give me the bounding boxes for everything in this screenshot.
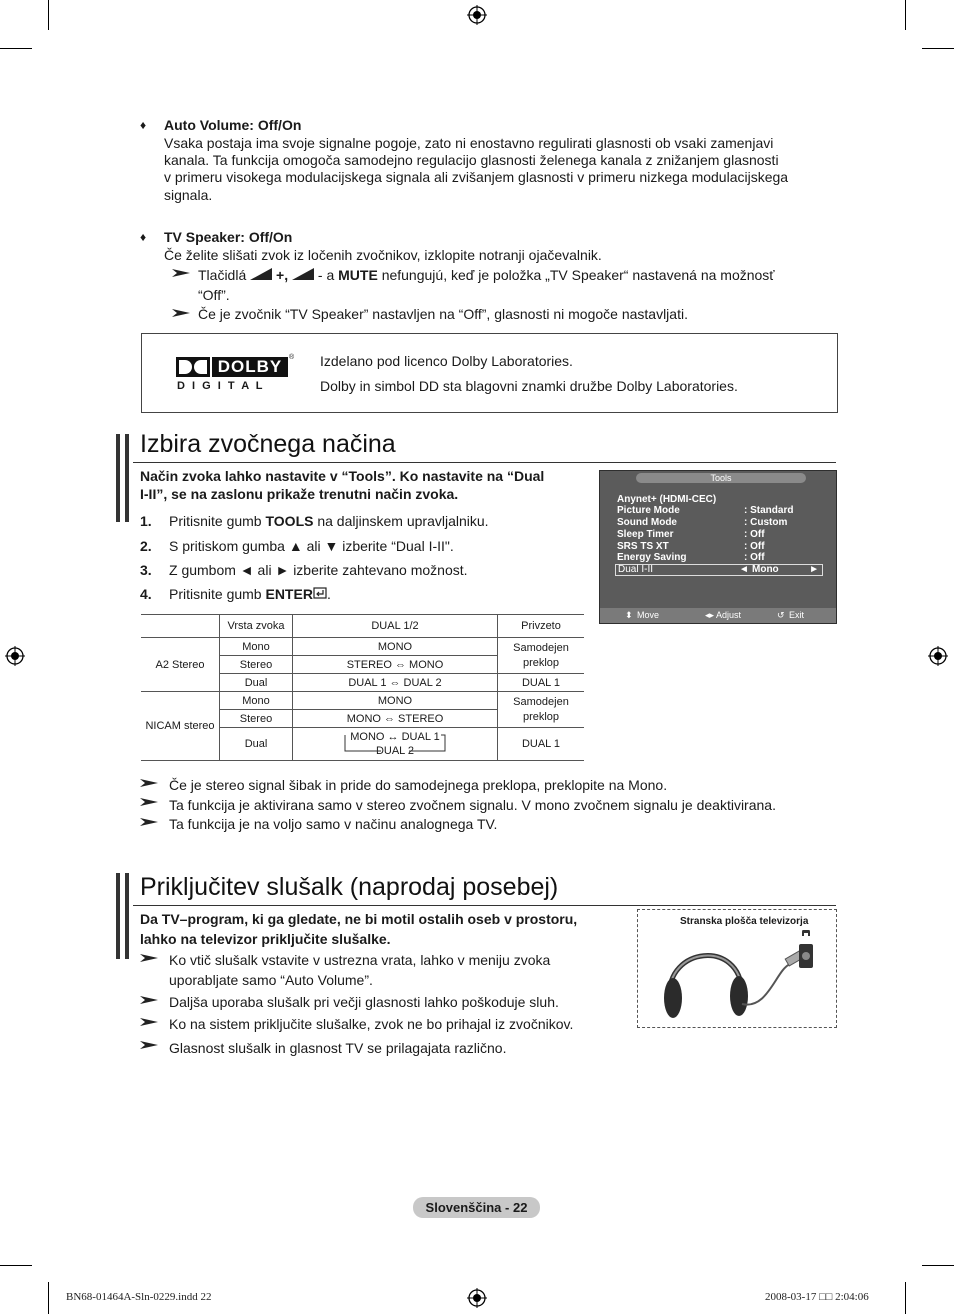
crop-mark [922, 48, 954, 49]
bullet-icon: ♦ [140, 230, 147, 244]
osd-row-selected[interactable] [615, 564, 823, 576]
bullet-icon: ♦ [140, 118, 147, 132]
mute-label: MUTE [338, 267, 378, 283]
step-number: 4. [140, 586, 152, 602]
headphone-panel-illustration [637, 909, 837, 1028]
dolby-logo [176, 354, 295, 393]
table-cell: Dual [220, 674, 293, 692]
table-cell: Samodejen preklop [498, 638, 585, 674]
osd-title: Tools [636, 473, 806, 483]
table-cell: STEREO ⇔ MONO [293, 656, 498, 674]
dolby-word: DOLBY [212, 357, 288, 377]
auto-volume-line: v primeru visokega modulacijskega signala ali zvišanjem glasnosti v primeru nizkega modulacijskega [164, 169, 789, 185]
step-text: S pritiskom gumba ▲ ali ▼ izberite “Dual I-II". [169, 538, 454, 554]
move-icon: ⬍ [625, 610, 633, 620]
step-number: 3. [140, 562, 152, 578]
section-note: Glasnost slušalk in glasnost TV se prilagajata različno. [169, 1040, 507, 1056]
note-arrow-icon [172, 308, 192, 318]
osd-value: Mono [752, 564, 779, 575]
right-arrow-icon: ► [809, 564, 819, 575]
crop-mark [0, 1265, 32, 1266]
section-note: Ta funkcija je aktivirana samo v stereo zvočnem signalu. V mono zvočnem signalu je deaktivirana. [169, 797, 776, 813]
left-arrow-icon: ◄ [739, 564, 749, 575]
osd-move-label: Move [637, 610, 660, 620]
panel-label: Stranska plošča televizorja [680, 916, 809, 927]
minus-label: - a [317, 267, 335, 283]
table-row [141, 692, 584, 710]
osd-label: Anynet+ (HDMI-CEC) [617, 494, 717, 505]
section-bar [125, 873, 129, 959]
osd-value: : Standard [744, 505, 794, 516]
section-title: Priključitev slušalk (naprodaj posebej) [140, 873, 559, 901]
table-cell: NICAM stereo [141, 692, 220, 761]
table-cell: MONO [293, 692, 498, 710]
table-cell: DUAL 1 [498, 728, 585, 761]
section-intro: I-II”, se na zaslonu prikaže trenutni način zvoka. [140, 486, 459, 502]
osd-value: : Off [744, 529, 765, 540]
osd-row [617, 517, 827, 529]
crop-mark [922, 1265, 954, 1266]
section-bar [116, 434, 120, 522]
section-note: uporabljate samo “Auto Volume”. [169, 972, 373, 988]
step-text-part: . [326, 586, 331, 602]
auto-volume-line: Vsaka postaja ima svoje signalne pogoje, zato ni enostavno regulirati glasnosti ob vsaki zamenjavi [164, 135, 774, 151]
return-icon: ↺ [777, 610, 785, 620]
volume-down-icon [292, 268, 314, 280]
osd-exit-label: Exit [789, 610, 805, 620]
enter-icon [313, 587, 327, 599]
dolby-line: Izdelano pod licenco Dolby Laboratories. [320, 353, 573, 369]
section-note: Ta funkcija je na voljo samo v načinu analognega TV. [169, 816, 498, 832]
osd-row [617, 552, 827, 564]
enter-label: ENTER [265, 586, 313, 602]
table-cell: Mono [220, 638, 293, 656]
osd-label: Energy Saving [617, 552, 687, 563]
auto-volume-line: signala. [164, 187, 213, 203]
table-header: Vrsta zvoka [220, 615, 293, 638]
tools-osd-screen [599, 470, 837, 624]
step-text-part: na daljinskem upravljalniku. [313, 513, 489, 529]
note-text: Tlačidlá [198, 267, 247, 283]
note-arrow-icon [140, 995, 160, 1005]
registration-mark-icon [467, 5, 487, 25]
section-note: Če je stereo signal šibak in pride do samodejnega preklopa, preklopite na Mono. [169, 777, 668, 793]
cycle-loop-icon [339, 734, 451, 756]
step-number: 2. [140, 538, 152, 554]
volume-up-icon [250, 268, 272, 280]
table-cell: Dual [220, 728, 293, 761]
step-text: Z gumbom ◄ ali ► izberite zahtevano možnost. [169, 562, 468, 578]
plus-label: +, [276, 267, 289, 283]
page-number-badge: Slovenščina - 22 [413, 1197, 540, 1218]
note-arrow-icon [140, 953, 160, 963]
sound-mode-table [141, 614, 584, 761]
note-arrow-icon [140, 1017, 160, 1027]
table-cell: MONO ⇔ STEREO [293, 710, 498, 728]
osd-footer [600, 608, 836, 623]
dolby-dd-icon [176, 357, 210, 377]
note-arrow-icon [140, 797, 160, 807]
tv-speaker-note2: Če je zvočnik “TV Speaker” nastavljen na “Off”, glasnosti ni mogoče nastavljati. [198, 306, 688, 322]
dual-cycle-top: MONO ↔ DUAL 1 [350, 731, 440, 743]
tools-label: TOOLS [265, 513, 314, 529]
section-intro: lahko na televizor priključite slušalke. [140, 931, 391, 947]
step-text-part: Pritisnite gumb [169, 513, 266, 529]
table-header-row [141, 615, 584, 638]
table-cell-dual-cycle [293, 728, 498, 761]
section-intro: Da TV–program, ki ga gledate, ne bi motil ostalih oseb v prostoru, [140, 911, 578, 927]
tv-speaker-title: TV Speaker: Off/On [164, 229, 293, 245]
table-row [141, 638, 584, 656]
osd-label: Dual I-II [618, 564, 654, 575]
auto-volume-title: Auto Volume: Off/On [164, 117, 302, 133]
osd-label: Picture Mode [617, 505, 680, 516]
adjust-icon: ◂▸ [705, 610, 715, 620]
section-note: Daljša uporaba slušalk pri večji glasnosti lahko poškoduje sluh. [169, 994, 559, 1010]
registered-mark: ® [289, 354, 295, 361]
table-cell: Samodejen preklop [498, 692, 585, 728]
note-text: nefungujú, keď je položka „TV Speaker“ nastavená na možnosť [381, 267, 775, 283]
note-arrow-icon [140, 778, 160, 788]
slug-file: BN68-01464A-Sln-0229.indd 22 [66, 1291, 212, 1303]
headphones-icon [658, 930, 833, 1022]
dolby-digital-word: D I G I T A L [177, 380, 265, 392]
title-underline [133, 905, 836, 906]
section-bar [116, 873, 120, 959]
crop-mark [905, 0, 906, 30]
registration-mark-icon [5, 646, 25, 666]
table-header [141, 615, 220, 638]
osd-row [617, 529, 827, 541]
table-header: Privzeto [498, 615, 585, 638]
note-arrow-icon [172, 268, 192, 278]
section-bar [125, 434, 129, 522]
table-cell: Stereo [220, 710, 293, 728]
table-cell: DUAL 1 ⇔ DUAL 2 [293, 674, 498, 692]
dolby-line: Dolby in simbol DD sta blagovni znamki družbe Dolby Laboratories. [320, 378, 738, 394]
osd-adjust-label: Adjust [716, 610, 742, 620]
registration-mark-icon [467, 1288, 487, 1308]
table-cell: Stereo [220, 656, 293, 674]
osd-value: : Custom [744, 517, 788, 528]
step-number: 1. [140, 513, 152, 529]
registration-mark-icon [928, 646, 948, 666]
tv-speaker-line: Če želite slišati zvok iz ločenih zvočnikov, izklopite notranji ojačevalnik. [164, 247, 602, 263]
section-note: Ko vtič slušalk vstavite v ustrezna vrata, lahko v meniju zvoka [169, 952, 551, 968]
osd-value: : Off [744, 541, 765, 552]
step-text-part: Pritisnite gumb [169, 586, 266, 602]
osd-label: Sound Mode [617, 517, 677, 528]
table-cell: MONO [293, 638, 498, 656]
crop-mark [48, 0, 49, 30]
section-title: Izbira zvočnega načina [140, 430, 396, 458]
step-text [169, 585, 331, 603]
table-cell: DUAL 1 [498, 674, 585, 692]
crop-mark [48, 1282, 49, 1314]
table-cell: Mono [220, 692, 293, 710]
tv-speaker-note1-cont: “Off”. [198, 287, 230, 303]
section-note: Ko na sistem priključite slušalke, zvok ne bo prihajal iz zvočnikov. [169, 1016, 574, 1032]
table-header: DUAL 1/2 [293, 615, 498, 638]
dolby-license-box [141, 333, 838, 413]
step-text [169, 512, 489, 530]
title-underline [133, 462, 836, 463]
table-cell: A2 Stereo [141, 638, 220, 692]
slug-date: 2008-03-17 □□ 2:04:06 [765, 1291, 869, 1303]
note-arrow-icon [140, 817, 160, 827]
note-arrow-icon [140, 1040, 160, 1050]
osd-row [617, 505, 827, 517]
section-intro: Način zvoka lahko nastavite v “Tools”. Ko nastavite na “Dual [140, 468, 545, 484]
tv-speaker-note1 [198, 266, 775, 284]
crop-mark [0, 48, 32, 49]
osd-label: SRS TS XT [617, 541, 669, 552]
osd-label: Sleep Timer [617, 529, 674, 540]
osd-value: : Off [744, 552, 765, 563]
dual-cycle-bottom: DUAL 2 [375, 745, 415, 757]
auto-volume-line: kanala. Ta funkcija omogoča samodejno regulacijo glasnosti želenega kanala z znižanjem glasnosti [164, 152, 779, 168]
crop-mark [905, 1282, 906, 1314]
